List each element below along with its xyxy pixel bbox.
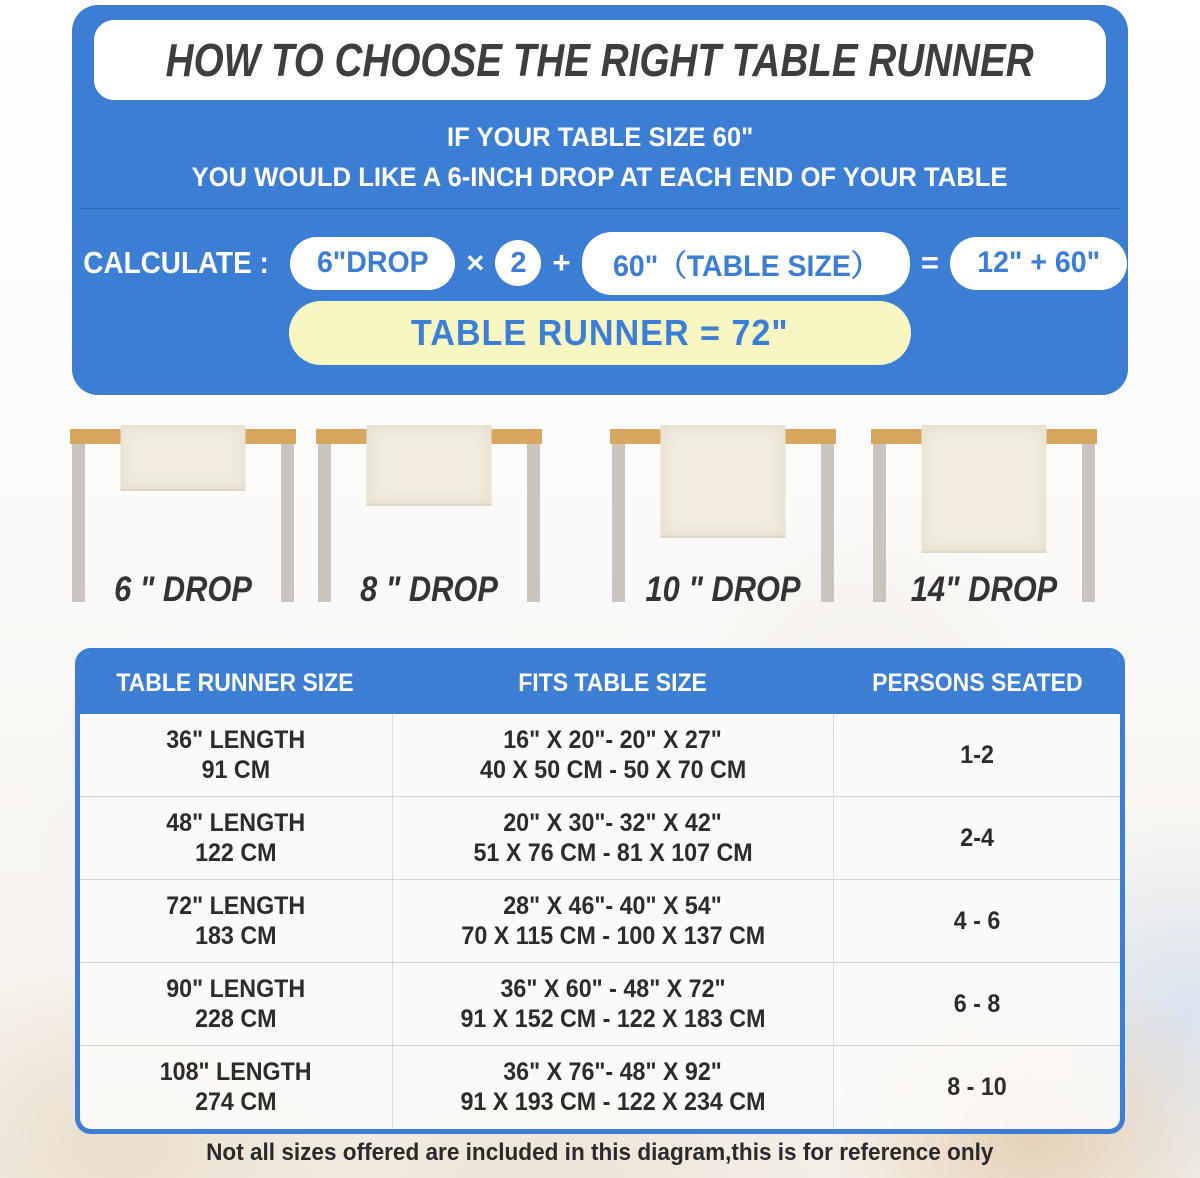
multiply-operator: × — [466, 245, 485, 280]
size-chart-body — [80, 714, 1120, 1128]
fits-table-cell: 36" X 60" - 48" X 72" 91 X 152 CM - 122 X 183 CM — [392, 963, 834, 1045]
runner-size-cell: 90" LENGTH 228 CM — [166, 974, 306, 1033]
subtitle-line-2: YOU WOULD LIKE A 6-INCH DROP AT EACH END OF YOUR TABLE — [191, 162, 1009, 192]
size-chart-header — [79, 652, 1121, 714]
drop-label: 10 " DROP — [645, 570, 801, 609]
hero-divider — [80, 208, 1120, 209]
persons-cell: 6 - 8 — [953, 989, 1001, 1018]
drop-value-pill: 6"DROP — [290, 237, 456, 290]
table-runner-cloth — [922, 425, 1047, 553]
fits-table-cell: 16" X 20"- 20" X 27" 40 X 50 CM - 50 X 70 CM — [392, 714, 834, 796]
subtitle-line-1: IF YOUR TABLE SIZE 60" — [446, 122, 754, 152]
page-title: HOW TO CHOOSE THE RIGHT TABLE RUNNER — [166, 34, 1034, 86]
persons-cell: 2-4 — [960, 823, 994, 852]
table-size-pill: 60"（TABLE SIZE） — [582, 232, 910, 295]
column-header-persons: PERSONS SEATED — [872, 668, 1083, 697]
fits-table-cell: 36" X 76"- 48" X 92" 91 X 193 CM - 122 X 234 CM — [392, 1046, 834, 1128]
fits-table-cell: 28" X 46"- 40" X 54" 70 X 115 CM - 100 X 137 CM — [392, 880, 834, 962]
table-runner-cloth — [367, 425, 492, 506]
table-leg — [527, 444, 540, 602]
table-row — [80, 879, 1120, 962]
table-leg — [821, 444, 834, 602]
persons-cell: 8 - 10 — [947, 1072, 1007, 1101]
hero-panel — [72, 5, 1128, 395]
column-header-fits-table: FITS TABLE SIZE — [518, 668, 708, 697]
drop-figure-10in — [610, 422, 836, 614]
table-row — [80, 962, 1120, 1045]
table-leg — [281, 444, 294, 602]
result-pill — [289, 301, 911, 365]
plus-operator: + — [552, 245, 571, 280]
calculation-row — [72, 234, 1128, 292]
drop-label: 6 " DROP — [114, 570, 252, 609]
calculate-label: CALCULATE : — [82, 245, 269, 280]
fits-table-cell: 20" X 30"- 32" X 42" 51 X 76 CM - 81 X 107 CM — [392, 797, 834, 879]
drop-figure-6in — [70, 422, 296, 614]
runner-size-cell: 108" LENGTH 274 CM — [160, 1057, 312, 1116]
sum-pill: 12" + 60" — [950, 237, 1127, 290]
drop-label: 14" DROP — [910, 570, 1058, 609]
equals-operator: = — [920, 245, 939, 280]
table-row — [80, 1045, 1120, 1128]
persons-cell: 1-2 — [960, 740, 994, 769]
drop-figure-14in — [871, 422, 1097, 614]
runner-size-cell: 72" LENGTH 183 CM — [166, 891, 306, 950]
disclaimer-note: Not all sizes offered are included in this diagram,this is for reference only — [206, 1139, 994, 1166]
result-text: TABLE RUNNER = 72" — [411, 312, 789, 353]
drop-label: 8 " DROP — [360, 570, 498, 609]
table-runner-cloth — [661, 425, 786, 538]
persons-cell: 4 - 6 — [953, 906, 1001, 935]
size-chart-panel — [75, 648, 1125, 1134]
column-header-runner-size: TABLE RUNNER SIZE — [116, 668, 354, 697]
table-row — [80, 714, 1120, 796]
multiplier-badge: 2 — [495, 240, 541, 286]
table-row — [80, 796, 1120, 879]
runner-size-cell: 36" LENGTH 91 CM — [166, 725, 306, 784]
runner-size-cell: 48" LENGTH 122 CM — [166, 808, 306, 867]
drop-figure-8in — [316, 422, 542, 614]
table-runner-cloth — [121, 425, 246, 491]
title-banner — [94, 20, 1106, 100]
table-leg — [1082, 444, 1095, 602]
